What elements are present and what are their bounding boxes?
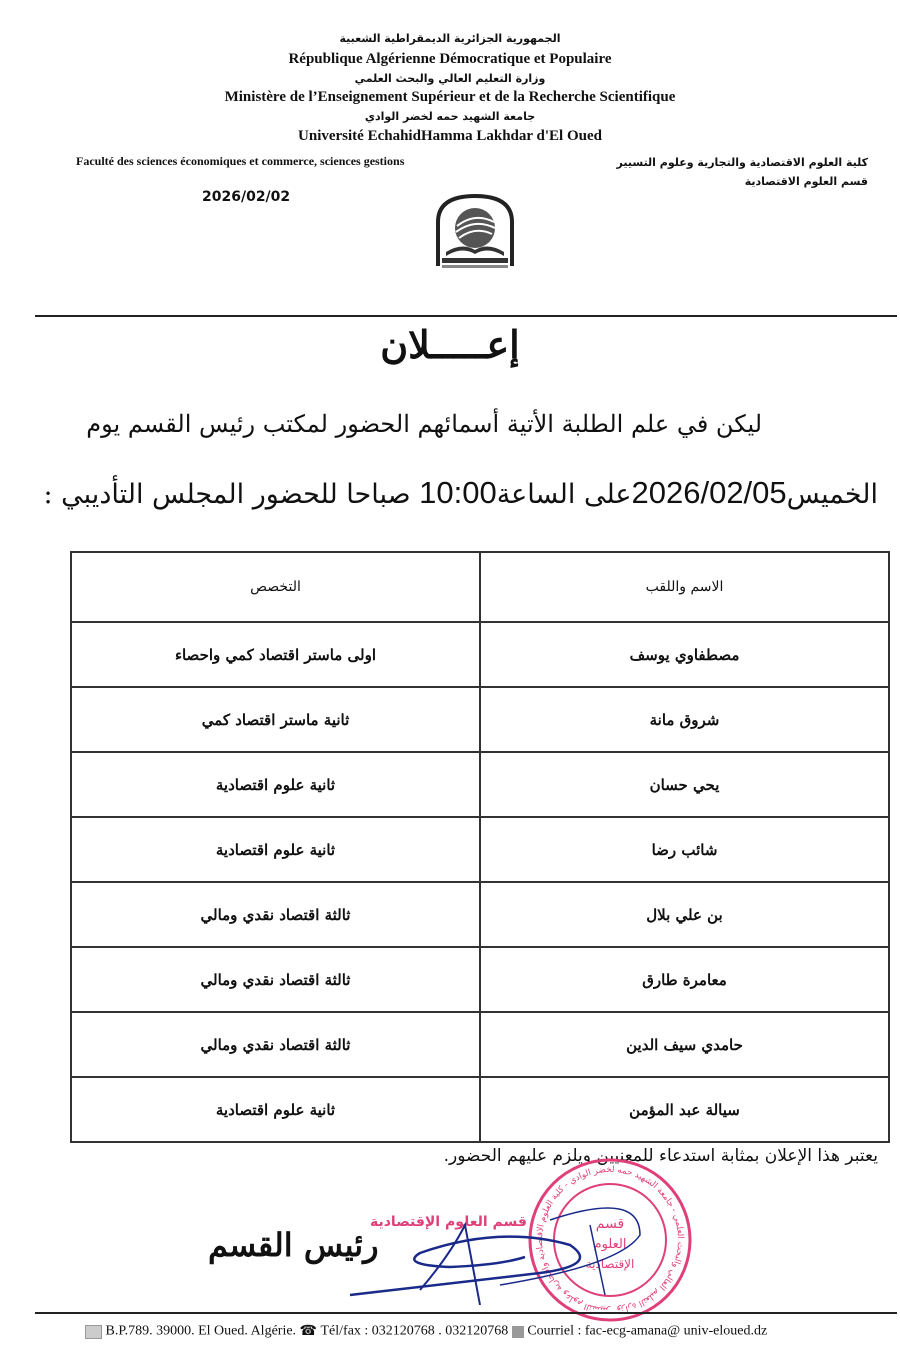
- header-name: الاسم واللقب: [480, 552, 889, 622]
- student-specialty: ثانية علوم اقتصادية: [71, 752, 480, 817]
- students-table: [70, 551, 890, 1143]
- student-specialty: ثانية علوم اقتصادية: [71, 817, 480, 882]
- table-row: [71, 817, 889, 882]
- student-name: شروق مانة: [480, 687, 889, 752]
- announcement-line-1: ليكن في علم الطلبة الأتية أسمائهم الحضور لمكتب رئيس القسم يوم: [86, 410, 762, 438]
- meeting-time: 10:00: [419, 475, 497, 510]
- svg-text:قسم: قسم: [595, 1216, 625, 1232]
- student-name: معامرة طارق: [480, 947, 889, 1012]
- footer-address: B.P.789. 39000. El Oued. Algérie.: [105, 1323, 297, 1339]
- university-ar: جامعة الشهيد حمه لخضر الوادي: [364, 110, 536, 123]
- meeting-hour-label: الساعة: [496, 479, 576, 510]
- student-specialty: ثالثة اقتصاد نقدي ومالي: [71, 947, 480, 1012]
- announcement-line-2: [43, 475, 878, 511]
- faculty-department-ar: [568, 153, 868, 191]
- table-row: [71, 947, 889, 1012]
- student-specialty: اولى ماستر اقتصاد كمي واحصاء: [71, 622, 480, 687]
- student-name: شائب رضا: [480, 817, 889, 882]
- table-row: [71, 752, 889, 817]
- student-specialty: ثالثة اقتصاد نقدي ومالي: [71, 882, 480, 947]
- handwritten-signature: [340, 1195, 680, 1305]
- svg-text:الإقتصادية: الإقتصادية: [585, 1257, 635, 1271]
- table-row: [71, 1077, 889, 1142]
- table-row: [71, 1012, 889, 1077]
- ministry-ar: وزارة التعليم العالي والبحث العلمي: [354, 72, 546, 85]
- department-head-title: رئيس القسم: [208, 1226, 379, 1264]
- student-specialty: ثالثة اقتصاد نقدي ومالي: [71, 1012, 480, 1077]
- student-name: يحي حسان: [480, 752, 889, 817]
- ministry-fr: Ministère de l’Enseignement Supérieur et de la Recherche Scientifique: [224, 89, 676, 105]
- convocation-notice: يعتبر هذا الإعلان بمثابة استدعاء للمعنيين ويلزم عليهم الحضور.: [443, 1146, 878, 1166]
- faculty-ar: كلية العلوم الاقتصادية والتجارية وعلوم التسيير: [616, 156, 868, 169]
- department-ar: قسم العلوم الاقتصادية: [744, 175, 868, 188]
- meeting-purpose: صباحا للحضور المجلس التأديبي :: [43, 479, 411, 510]
- footer-phone: Tél/fax : 032120768 . 032120768: [320, 1323, 509, 1339]
- footer-contact: [85, 1323, 767, 1340]
- table-header-row: [71, 552, 889, 622]
- document-date: 2026/02/02: [202, 189, 291, 205]
- svg-text:العلوم: العلوم: [593, 1237, 627, 1252]
- student-specialty: ثانية علوم اقتصادية: [71, 1077, 480, 1142]
- footer-divider: [35, 1312, 897, 1314]
- stamp-ring-textpath: وزارة التعليم العالي والبحث العلمي - جامعة الشهيد حمه لخضر الوادي - كلية العلوم الاقتصادية والتجارية وعلوم التسيير: [534, 1164, 686, 1316]
- meeting-date: 2026/02/05: [631, 475, 787, 510]
- header-divider: [35, 315, 897, 317]
- republic-fr: République Algérienne Démocratique et Populaire: [288, 51, 612, 67]
- footer-email: Courriel : fac-ecg-amana@ univ-eloued.dz: [527, 1323, 768, 1339]
- meeting-on: على: [583, 479, 632, 510]
- email-icon: [512, 1326, 524, 1338]
- table-row: [71, 687, 889, 752]
- department-stamp: قسم العلوم الإقتصادية: [370, 1214, 527, 1230]
- student-name: بن علي بلال: [480, 882, 889, 947]
- header-specialty: التخصص: [71, 552, 480, 622]
- phone-icon: ☎: [299, 1324, 317, 1339]
- student-name: حامدي سيف الدين: [480, 1012, 889, 1077]
- university-logo-icon: [432, 192, 518, 272]
- table-row: [71, 622, 889, 687]
- faculty-fr: Faculté des sciences économiques et commerce, sciences gestions: [76, 154, 405, 168]
- republic-ar: الجمهورية الجزائرية الديمقراطية الشعبية: [339, 32, 561, 45]
- student-specialty: ثانية ماستر اقتصاد كمي: [71, 687, 480, 752]
- student-name: سيالة عبد المؤمن: [480, 1077, 889, 1142]
- meeting-day: الخميس: [786, 479, 878, 510]
- university-fr: Université EchahidHamma Lakhdar d'El Oued: [298, 128, 602, 144]
- mail-icon: [85, 1325, 102, 1339]
- table-row: [71, 882, 889, 947]
- student-name: مصطفاوي يوسف: [480, 622, 889, 687]
- announcement-title: إعـــــلان: [380, 322, 520, 367]
